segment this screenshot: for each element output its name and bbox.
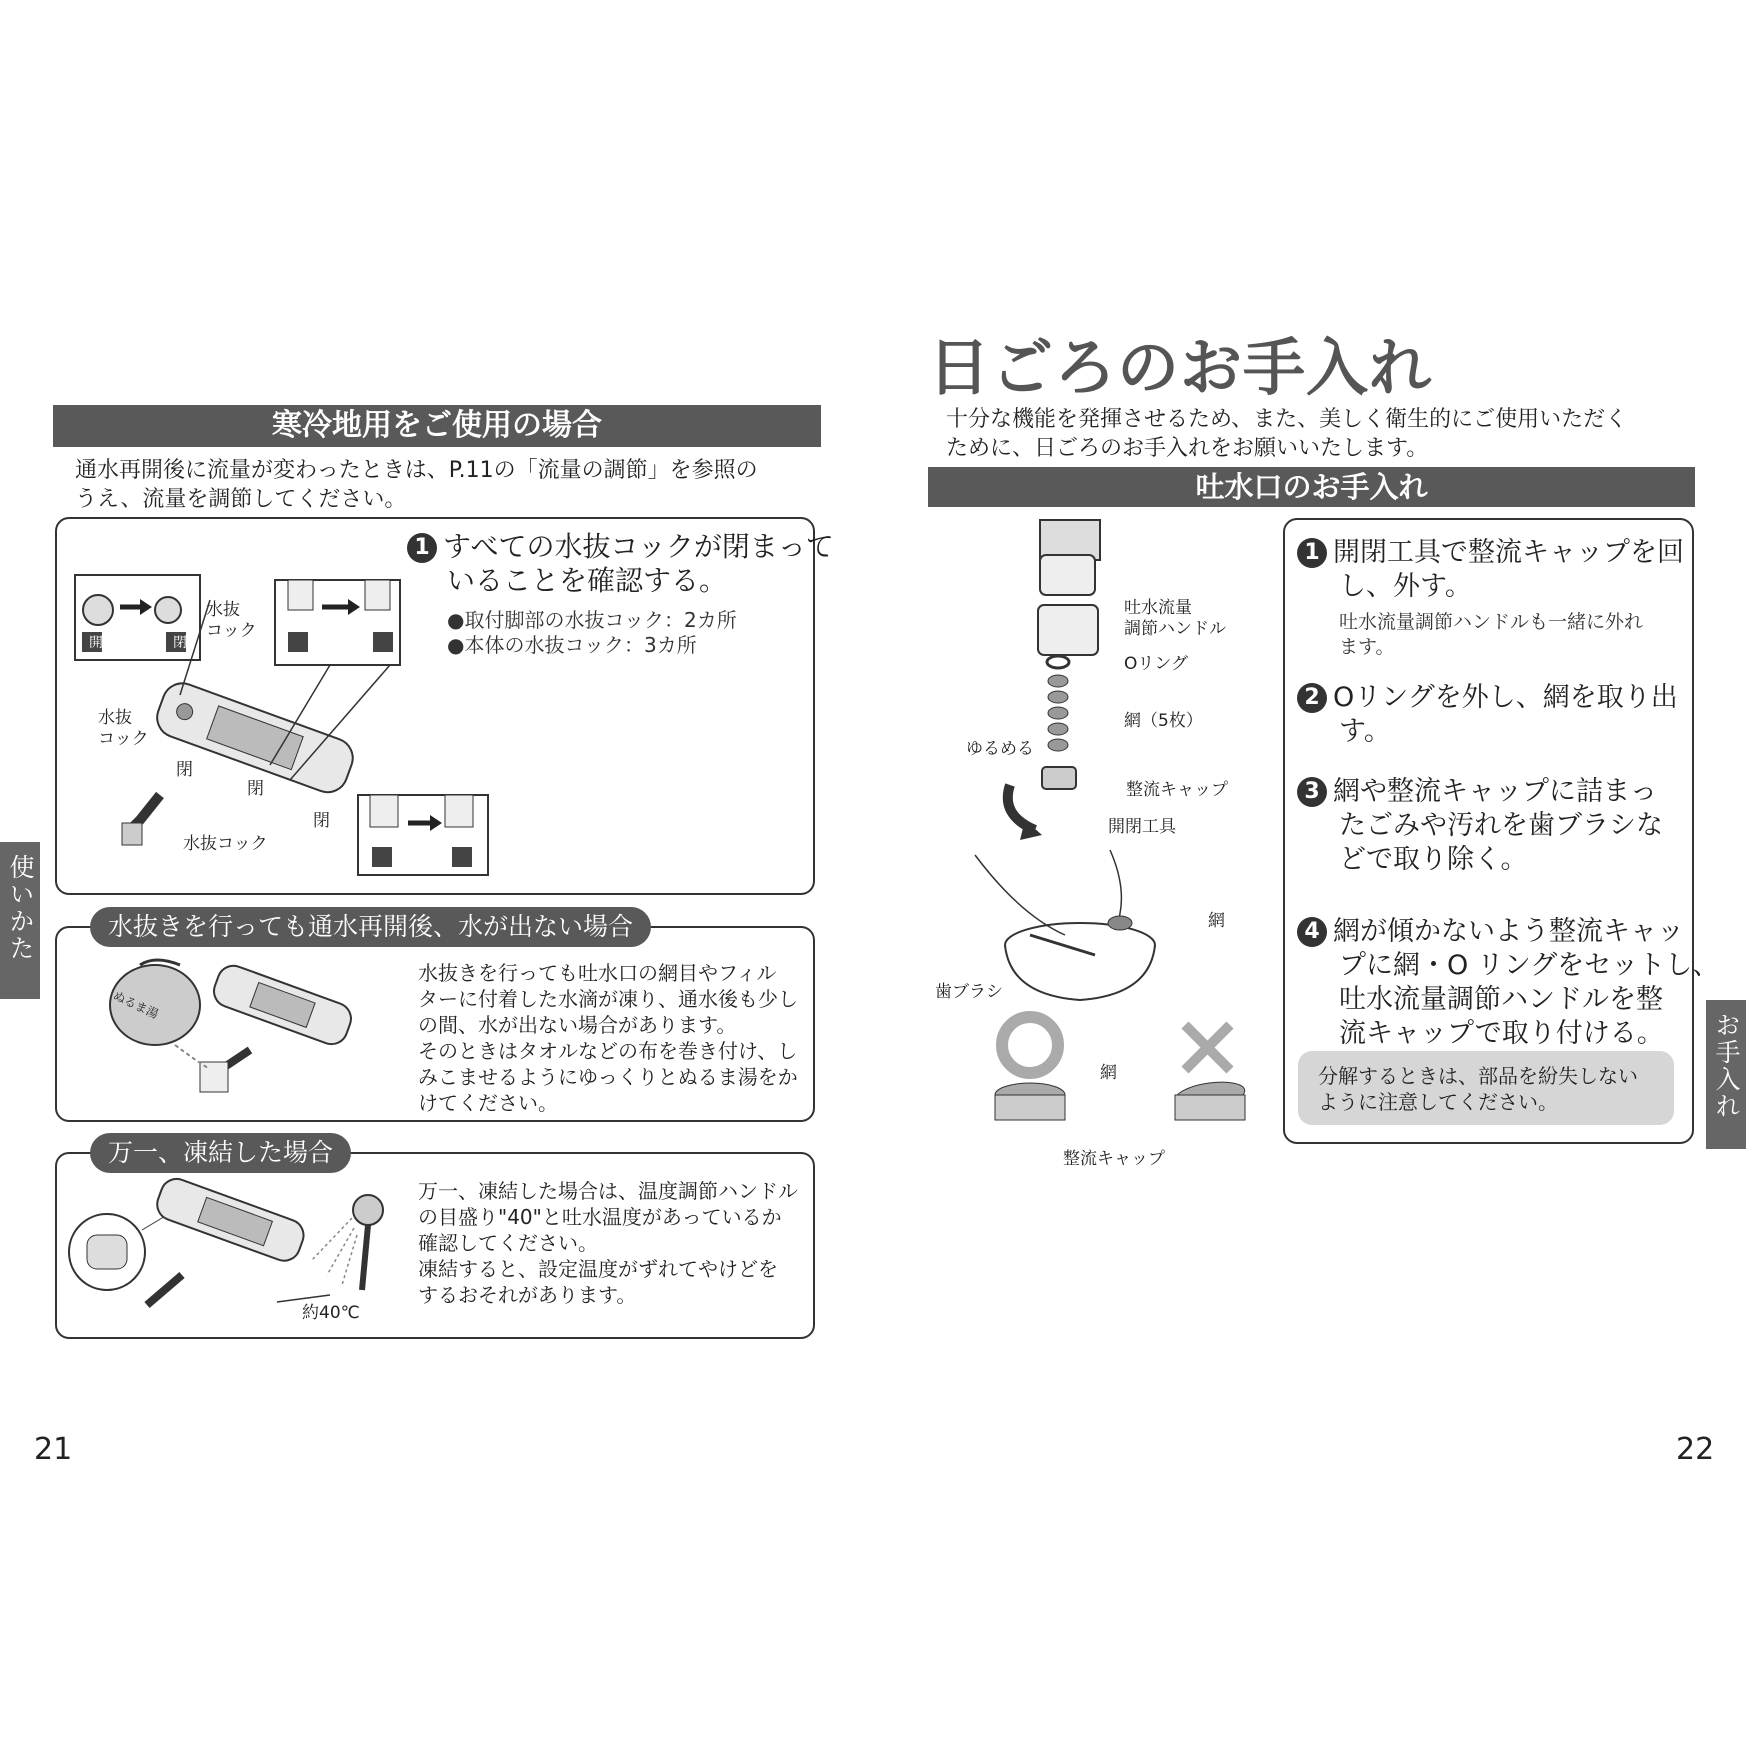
- tab-care[interactable]: [1706, 1000, 1746, 1149]
- label-tool: 開閉工具: [1108, 817, 1176, 837]
- step-2-line: Oリングを外し、網を取り出: [1333, 682, 1678, 713]
- label-closed: 閉: [176, 760, 193, 780]
- label-cap: 整流キャップ: [1126, 780, 1228, 800]
- kettle-faucet-diagram: [100, 950, 370, 1105]
- kettle-label: ぬるま湯: [111, 988, 161, 1022]
- section-intro: [75, 456, 758, 514]
- step-2-line: す。: [1339, 716, 1391, 747]
- no-water-text: 水抜きを行っても吐水口の網目やフィル ターに付着した水滴が凍り、通水後も少し の間、水が出ない場合があります。 そのときはタオルなどの布を巻き付け、し みこませるようにゆっくりとぬるま湯をか けてください。: [418, 961, 798, 1115]
- right-intro: 十分な機能を発揮させるため、また、美しく衛生的にご使用いただく ために、日ごろのお手入れをお願いいたします。: [946, 407, 1628, 461]
- label-cock-a: 水抜 コック: [206, 600, 257, 641]
- label-loosen: ゆるめる: [966, 739, 1034, 759]
- page-number-left: 21: [34, 1432, 73, 1467]
- intro-line: うえ、流量を調節してください。: [75, 487, 407, 512]
- step-1-note: ます。: [1339, 636, 1395, 658]
- step-1: [1297, 536, 1684, 660]
- step1-bullet: ●取付脚部の水抜コック：2カ所: [447, 608, 737, 632]
- label-cock-b: 水抜 コック: [98, 708, 149, 749]
- step-3: [1297, 775, 1663, 877]
- step-4-line: 吐水流量調節ハンドルを整: [1339, 984, 1663, 1015]
- tab-usage-label: 使いかた: [6, 854, 35, 962]
- step-1-number: 1: [1297, 538, 1327, 568]
- step1-bullet: ●本体の水抜コック：3カ所: [447, 633, 697, 657]
- section-title-cold-region: 寒冷地用をご使用の場合: [53, 405, 821, 447]
- step-4-number: 4: [1297, 917, 1327, 947]
- step-3-line: 網や整流キャップに詰まっ: [1333, 776, 1657, 807]
- label-brush: 歯ブラシ: [935, 982, 1003, 1002]
- step-1-line: 開閉工具で整流キャップを回: [1333, 537, 1684, 568]
- label-closed: 閉: [313, 811, 330, 831]
- label-cap2: 整流キャップ: [1063, 1149, 1165, 1169]
- label-mesh2: 網: [1100, 1063, 1117, 1083]
- step-2-number: 2: [1297, 683, 1327, 713]
- label-cocks: 水抜コック: [183, 834, 268, 854]
- step-1-note: 吐水流量調節ハンドルも一緒に外れ: [1339, 611, 1644, 633]
- step-1-line: し、外す。: [1339, 571, 1472, 602]
- step1-line: すべての水抜コックが閉まって: [443, 530, 834, 563]
- tab-usage[interactable]: [0, 842, 40, 999]
- label-closed: 閉: [173, 635, 187, 651]
- section-title-spout: 吐水口のお手入れ: [928, 467, 1695, 507]
- step-2: [1297, 681, 1678, 749]
- step-4-line: プに網・O リングをセットし、: [1339, 950, 1720, 981]
- label-handle: 吐水流量 調節ハンドル: [1124, 598, 1226, 639]
- label-mesh5: 網（5枚）: [1124, 711, 1203, 731]
- step-4-line: 流キャップで取り付ける。: [1339, 1018, 1664, 1049]
- label-open: 開: [89, 635, 103, 651]
- step-3-line: どで取り除く。: [1339, 844, 1528, 875]
- step-3-line: たごみや汚れを歯ブラシな: [1339, 810, 1663, 841]
- tab-care-label: お手入れ: [1712, 1012, 1741, 1120]
- label-closed: 閉: [247, 779, 264, 799]
- page-title: 日ごろのお手入れ: [928, 331, 1433, 404]
- label-mesh: 網: [1208, 911, 1225, 931]
- temp-label: 約40℃: [302, 1303, 360, 1323]
- label-oring: Oリング: [1124, 654, 1189, 674]
- step-4: [1297, 915, 1719, 1051]
- caution-note: 分解するときは、部品を紛失しない ように注意してください。: [1298, 1051, 1674, 1125]
- step-4-line: 網が傾かないよう整流キャッ: [1333, 916, 1684, 947]
- step1-number: 1: [407, 533, 437, 563]
- intro-line: 通水再開後に流量が変わったときは、P.11の「流量の調節」を参照の: [75, 458, 758, 483]
- page-number-right: 22: [1676, 1432, 1715, 1467]
- step-3-number: 3: [1297, 777, 1327, 807]
- step1-line: いることを確認する。: [447, 564, 728, 597]
- frozen-text: 万一、凍結した場合は、温度調節ハンドル の目盛り"40"と吐水温度があっているか 確認してください。 凍結すると、設定温度がずれてやけどを するおそれがあります。: [418, 1179, 798, 1307]
- no-water-heading: 水抜きを行っても通水再開後、水が出ない場合: [90, 907, 651, 947]
- frozen-heading: 万一、凍結した場合: [90, 1133, 351, 1173]
